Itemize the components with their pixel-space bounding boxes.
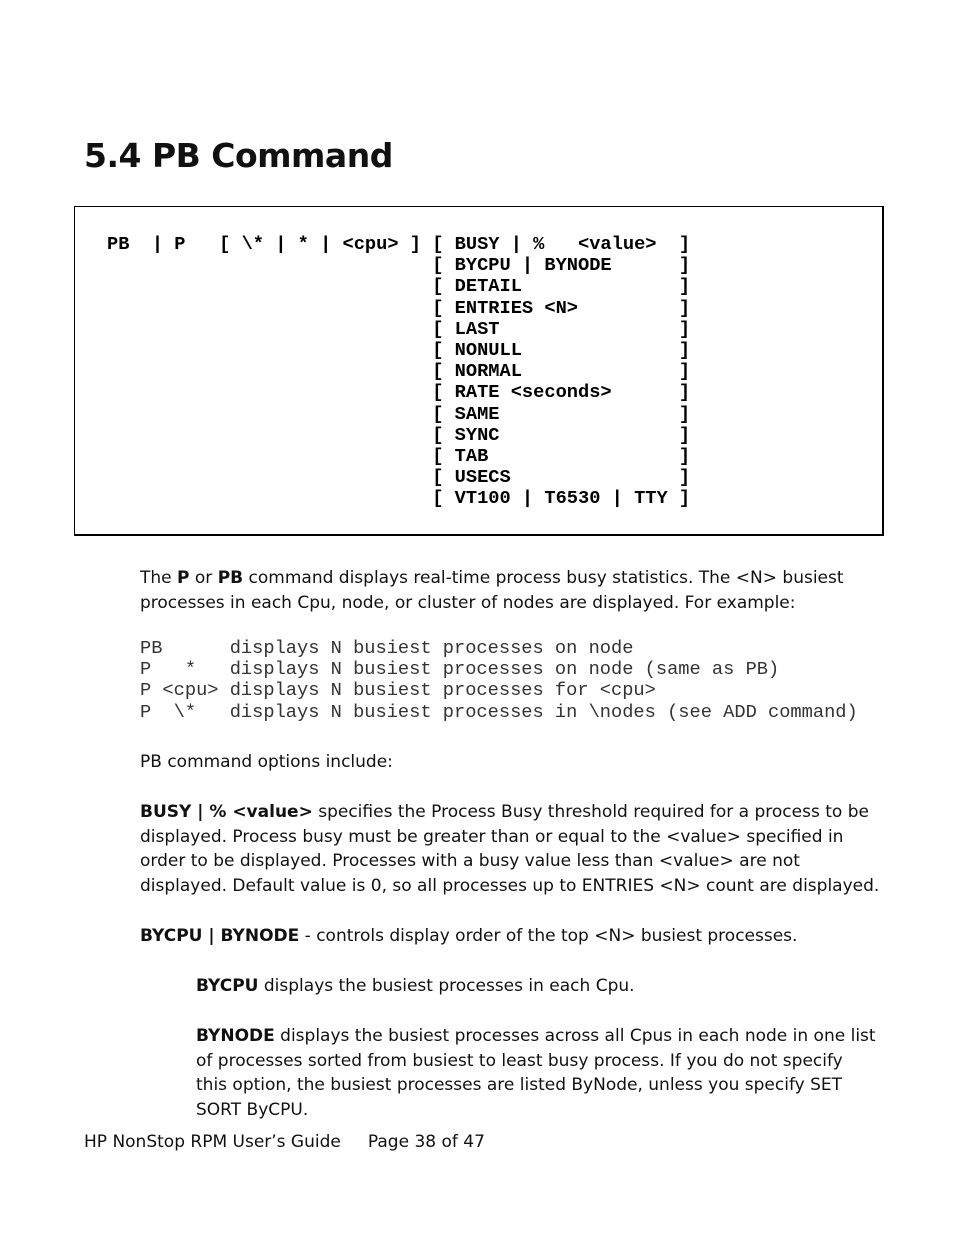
- example-line: PB displays N busiest processes on node: [140, 637, 634, 659]
- syntax-line: PB | P [ \* | * | <cpu> ] [ BUSY | % <value> ]: [107, 233, 691, 255]
- examples-block: [140, 638, 858, 723]
- example-line: P * displays N busiest processes on node (same as PB): [140, 658, 780, 681]
- bynode-term: BYNODE: [196, 1026, 275, 1046]
- syntax-line: [ ENTRIES <N> ]: [107, 296, 691, 319]
- footer-page-number: Page 38 of 47: [367, 1132, 485, 1152]
- page-footer: [84, 1130, 485, 1154]
- bycpu-term: BYCPU: [196, 976, 259, 996]
- syntax-line: [ NONULL ]: [107, 339, 691, 362]
- example-line: P \* displays N busiest processes in \nodes (see ADD command): [140, 700, 858, 723]
- bynode-option: BYNODE displays the busiest processes across all Cpus in each node in one list of processes sorted from busiest to least busy process. If you do not specify this option, the busiest processes are listed ByNode, unless you specify SET SORT ByCPU.: [196, 1026, 876, 1120]
- footer-guide-title: HP NonStop RPM User’s Guide: [84, 1132, 341, 1152]
- bycpu-bynode-option: BYCPU | BYNODE - controls display order of the top <N> busiest processes.: [140, 926, 798, 946]
- p-command-term: P: [177, 568, 190, 588]
- page-title: 5.4 PB Command: [84, 136, 393, 175]
- syntax-line: [ SYNC ]: [107, 423, 691, 446]
- syntax-line: [ BYCPU | BYNODE ]: [107, 254, 691, 277]
- busy-term: BUSY | % <value>: [140, 802, 313, 822]
- syntax-line: [ TAB ]: [107, 445, 691, 468]
- syntax-line: [ VT100 | T6530 | TTY ]: [107, 487, 691, 510]
- options-intro: PB command options include:: [140, 752, 393, 772]
- syntax-line: [ NORMAL ]: [107, 360, 691, 383]
- busy-option: BUSY | % <value> specifies the Process Busy threshold required for a process to be displayed. Process busy must be greater than or equal to the <value> specified in order to be displayed. Processes with a busy value less than <value> are not displayed. Default value is 0, so all processes up to ENTRIES <N> count are displayed.: [140, 802, 880, 896]
- pb-command-term: PB: [217, 568, 244, 588]
- command-syntax-box: [74, 206, 884, 536]
- example-line: P <cpu> displays N busiest processes for <cpu>: [140, 679, 656, 702]
- command-syntax: [107, 234, 690, 510]
- syntax-line: [ SAME ]: [107, 402, 691, 425]
- syntax-line: [ DETAIL ]: [107, 275, 691, 298]
- syntax-line: [ USECS ]: [107, 466, 691, 489]
- bycpu-bynode-term: BYCPU | BYNODE: [140, 926, 300, 946]
- syntax-line: [ LAST ]: [107, 317, 691, 340]
- syntax-line: [ RATE <seconds> ]: [107, 381, 691, 404]
- bycpu-option: BYCPU displays the busiest processes in each Cpu.: [196, 976, 635, 996]
- intro-paragraph: The P or PB command displays real-time process busy statistics. The <N> busiest processes in each Cpu, node, or cluster of nodes are displayed. For example:: [140, 568, 844, 613]
